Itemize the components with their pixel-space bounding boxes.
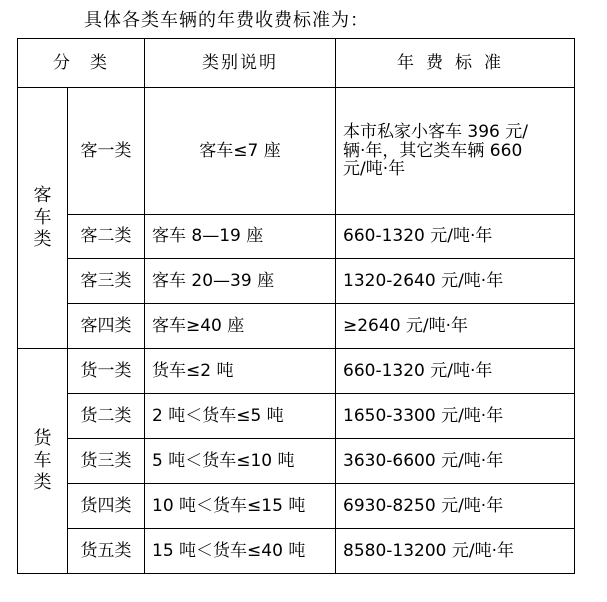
table-row [18,215,575,259]
fee-table [17,38,575,574]
description-cell: 客车≤7 座 [145,88,336,215]
table-row [18,349,575,394]
standard-cell: ≥2640 元/吨·年 [336,304,575,349]
standard-cell: 3630-6600 元/吨·年 [336,439,575,484]
class-cell: 货五类 [68,529,145,574]
description-cell: 客车≥40 座 [145,304,336,349]
class-cell: 客二类 [68,215,145,259]
description-cell: 10 吨＜货车≤15 吨 [145,484,336,529]
class-cell: 货四类 [68,484,145,529]
class-cell: 货三类 [68,439,145,484]
description-cell: 15 吨＜货车≤40 吨 [145,529,336,574]
standard-cell: 8580-13200 元/吨·年 [336,529,575,574]
class-cell: 客三类 [68,259,145,304]
class-cell: 货二类 [68,394,145,439]
group-label-truck: 货 车 类 [18,349,68,574]
table-row [18,394,575,439]
class-cell: 客四类 [68,304,145,349]
group-label-passenger: 客 车 类 [18,88,68,349]
header-standard: 年费标准 [336,39,575,88]
standard-cell: 本市私家小客车 396 元/ 辆·年，其它类车辆 660 元/吨·年 [336,88,575,215]
class-cell: 货一类 [68,349,145,394]
description-cell: 客车 20—39 座 [145,259,336,304]
description-cell: 5 吨＜货车≤10 吨 [145,439,336,484]
table-row [18,439,575,484]
table-row [18,259,575,304]
header-category: 分类 [18,39,145,88]
header-description: 类别说明 [145,39,336,88]
standard-cell: 660-1320 元/吨·年 [336,215,575,259]
table-row [18,88,575,215]
standard-cell: 1320-2640 元/吨·年 [336,259,575,304]
standard-cell: 1650-3300 元/吨·年 [336,394,575,439]
description-cell: 客车 8—19 座 [145,215,336,259]
intro-text: 具体各类车辆的年费收费标准为： [84,10,369,31]
table-row [18,529,575,574]
table-row [18,484,575,529]
class-cell: 客一类 [68,88,145,215]
description-cell: 货车≤2 吨 [145,349,336,394]
standard-cell: 660-1320 元/吨·年 [336,349,575,394]
header-row [18,39,575,88]
standard-cell: 6930-8250 元/吨·年 [336,484,575,529]
description-cell: 2 吨＜货车≤5 吨 [145,394,336,439]
table-row [18,304,575,349]
